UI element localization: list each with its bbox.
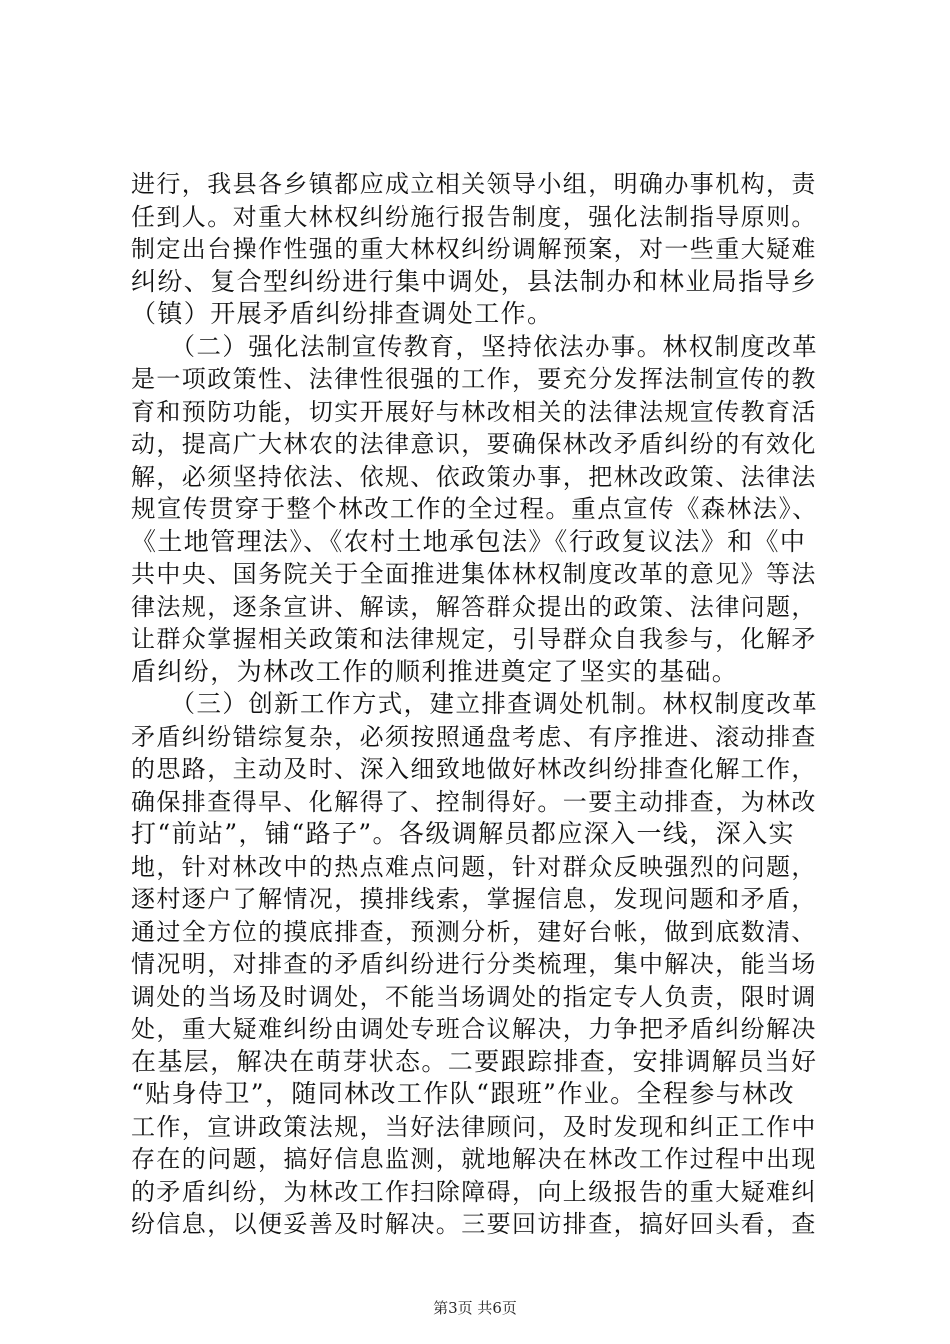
text-line: 解，必须坚持依法、依规、依政策办事，把林改政策、法律法 [131, 462, 817, 491]
text-line: 存在的问题，搞好信息监测，就地解决在林改工作过程中出现 [131, 1145, 817, 1173]
text-line: 工作，宣讲政策法规，当好法律顾问，及时发现和纠正工作中 [131, 1112, 817, 1141]
text-line: 逐村逐户了解情况，摸排线索，掌握信息，发现问题和矛盾， [131, 885, 817, 913]
text-line: 任到人。对重大林权纠纷施行报告制度，强化法制指导原则。 [131, 202, 817, 231]
text-line: 是一项政策性、法律性很强的工作，要充分发挥法制宣传的教 [131, 365, 817, 393]
text-line: （镇）开展矛盾纠纷排查调处工作。 [131, 299, 554, 328]
text-line: 让群众掌握相关政策和法律规定，引导群众自我参与，化解矛 [131, 625, 817, 653]
text-line: 进行，我县各乡镇都应成立相关领导小组，明确办事机构，责 [131, 170, 817, 198]
text-line: 律法规，逐条宣讲、解读，解答群众提出的政策、法律问题， [131, 592, 817, 621]
text-line: 矛盾纠纷错综复杂，必须按照通盘考虑、有序推进、滚动排查 [131, 722, 817, 751]
text-line: （二）强化法制宣传教育，坚持依法办事。林权制度改革 [131, 331, 819, 361]
text-line: 调处的当场及时调处，不能当场调处的指定专人负责，限时调 [131, 982, 817, 1011]
text-line: 打“前站”，铺“路子”。各级调解员都应深入一线，深入实 [131, 819, 795, 848]
text-line: 通过全方位的摸底排查，预测分析，建好台帐，做到底数清、 [131, 917, 817, 946]
text-line: （三）创新工作方式，建立排查调处机制。林权制度改革 [131, 689, 819, 718]
text-line: 纷信息，以便妥善及时解决。三要回访排查，搞好回头看，查 [131, 1210, 817, 1238]
text-line: 的思路，主动及时、深入细致地做好林改纠纷排查化解工作， [131, 755, 817, 783]
text-line: 纠纷、复合型纠纷进行集中调处，县法制办和林业局指导乡 [131, 266, 818, 296]
text-line: 的矛盾纠纷，为林改工作扫除障碍，向上级报告的重大疑难纠 [131, 1177, 817, 1206]
text-line: 育和预防功能，切实开展好与林改相关的法律法规宣传教育活 [131, 397, 817, 426]
text-line: 动，提高广大林农的法律意识，要确保林改矛盾纠纷的有效化 [131, 430, 817, 458]
text-line: 盾纠纷，为林改工作的顺利推进奠定了坚实的基础。 [131, 656, 739, 686]
text-line: 制定出台操作性强的重大林权纠纷调解预案，对一些重大疑难 [131, 235, 817, 263]
text-line: 在基层，解决在萌芽状态。二要跟踪排查，安排调解员当好 [131, 1046, 818, 1076]
page-number: 第3页 共6页 [433, 1299, 517, 1317]
text-line: 确保排查得早、化解得了、控制得好。一要主动排查，为林改 [131, 787, 817, 816]
page-footer [0, 1298, 950, 1318]
text-line: 规宣传贯穿于整个林改工作的全过程。重点宣传《森林法》、 [131, 494, 819, 523]
text-line: “贴身侍卫”，随同林改工作队“跟班”作业。全程参与林改 [131, 1079, 795, 1108]
text-line: 地，针对林改中的热点难点问题，针对群众反映强烈的问题， [131, 852, 817, 881]
text-line: 《土地管理法》、《农村土地承包法》《行政复议法》和《中 [131, 526, 807, 556]
text-line: 处，重大疑难纠纷由调处专班合议解决，力争把矛盾纠纷解决 [131, 1015, 817, 1043]
text-line: 共中央、国务院关于全面推进集体林权制度改革的意见》等法 [131, 560, 817, 588]
text-line: 情况明，对排查的矛盾纠纷进行分类梳理，集中解决，能当场 [131, 950, 817, 978]
body-text [131, 168, 821, 1241]
